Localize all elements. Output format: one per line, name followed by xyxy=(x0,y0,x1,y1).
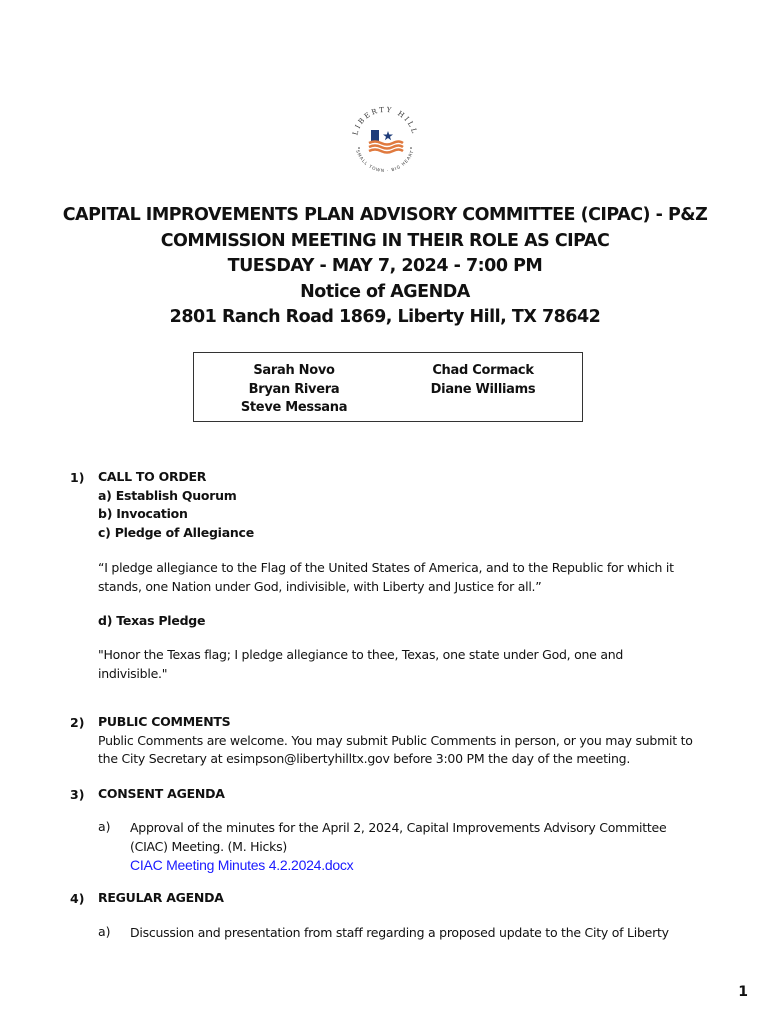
member-name: Sarah Novo xyxy=(253,363,335,378)
texas-pledge-heading: d) Texas Pledge xyxy=(98,613,206,628)
members-left-column xyxy=(194,362,394,418)
title-line-4: Notice of AGENDA xyxy=(300,281,470,302)
liberty-hill-logo xyxy=(345,100,425,180)
agenda-subitem: c) Pledge of Allegiance xyxy=(98,524,254,540)
section-call-to-order xyxy=(98,468,698,542)
agenda-subitem: a) Establish Quorum xyxy=(98,487,237,503)
section-number: 3) xyxy=(70,787,85,802)
us-pledge-text: “I pledge allegiance to the Flag of the United States of America, and to the Republic for which it stands, one Nation under God, indivisible, with Liberty and Justice for all.” xyxy=(98,560,674,594)
section-heading: PUBLIC COMMENTS xyxy=(98,714,231,729)
section-public-comments xyxy=(98,713,703,769)
section-number: 4) xyxy=(70,891,85,906)
member-name: Bryan Rivera xyxy=(248,381,340,397)
title-line-1: CAPITAL IMPROVEMENTS PLAN ADVISORY COMMITTEE (CIPAC) - P&Z xyxy=(62,205,708,225)
agenda-subitem: b) Invocation xyxy=(98,506,188,521)
svg-text:SMALL TOWN · BIG HEART: SMALL TOWN · BIG HEART xyxy=(355,149,415,174)
public-comments-text: Public Comments are welcome. You may submit Public Comments in person, or you may submit to the City Secretary at esimpson@libertyhilltx.gov before 3:00 PM the day of the meeting. xyxy=(98,732,693,766)
svg-text:LIBERTY HILL: LIBERTY HILL xyxy=(351,105,419,137)
texas-pledge-text: "Honor the Texas flag; I pledge allegiance to thee, Texas, one state under God, one and indivisible." xyxy=(98,647,624,681)
members-right-column xyxy=(388,362,578,399)
title-line-2: COMMISSION MEETING IN THEIR ROLE AS CIPAC xyxy=(160,230,610,251)
section-number: 1) xyxy=(70,470,85,485)
title-line-3: TUESDAY - MAY 7, 2024 - 7:00 PM xyxy=(227,256,543,276)
committee-members-box xyxy=(193,352,583,422)
consent-item-text: Approval of the minutes for the April 2, 2024, Capital Improvements Advisory Committee (CIAC) Meeting. (M. Hicks) xyxy=(130,820,667,854)
item-label: a) xyxy=(98,819,111,834)
section-heading: REGULAR AGENDA xyxy=(98,890,224,905)
agenda-title xyxy=(60,203,710,331)
title-line-5: 2801 Ranch Road 1869, Liberty Hill, TX 78642 xyxy=(169,307,601,327)
member-name: Chad Cormack xyxy=(432,363,534,378)
minutes-attachment-link[interactable]: CIAC Meeting Minutes 4.2.2024.docx xyxy=(130,857,354,873)
member-name: Diane Williams xyxy=(430,381,536,397)
section-number: 2) xyxy=(70,715,85,730)
member-name: Steve Messana xyxy=(240,400,348,415)
page-number: 1 xyxy=(738,984,748,1000)
regular-item-text: Discussion and presentation from staff regarding a proposed update to the City of Liberty xyxy=(130,925,669,940)
section-heading: CONSENT AGENDA xyxy=(98,786,225,801)
item-label: a) xyxy=(98,924,111,939)
section-heading: CALL TO ORDER xyxy=(98,469,207,484)
